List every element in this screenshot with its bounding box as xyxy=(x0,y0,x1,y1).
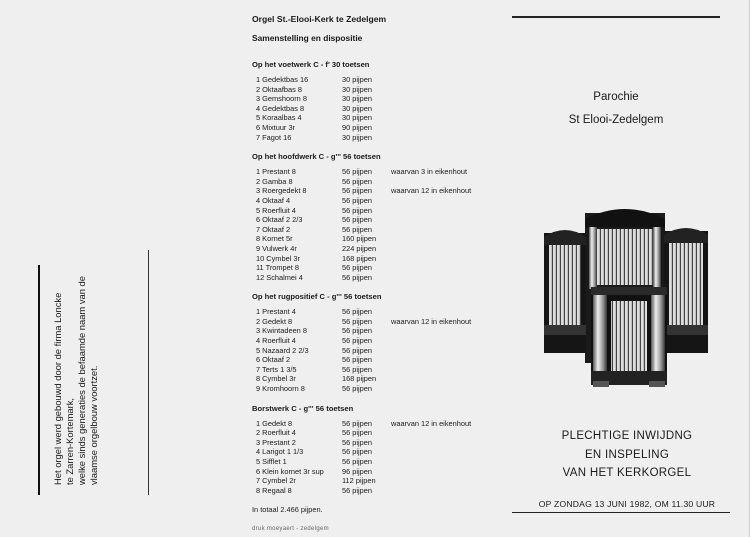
pipe-count: 56 pijpen xyxy=(342,485,372,495)
parish-name: St Elooi-Zedelgem xyxy=(568,114,664,126)
division-heading: Op het hoofdwerk C - g''' 56 toetsen xyxy=(252,152,381,162)
pipe-count: 30 pijpen xyxy=(342,84,372,94)
pipe-count: 56 pijpen xyxy=(342,205,372,215)
stop-name: 5 Nazaard 2 2/3 xyxy=(256,345,309,355)
division-heading: Op het rugpositief C - g''' 56 toetsen xyxy=(252,292,382,302)
stop-row xyxy=(252,336,512,346)
stop-name: 4 Roerfluit 4 xyxy=(256,336,296,346)
stop-name: 7 Cymbel 2r xyxy=(256,476,296,486)
pipe-count: 56 pijpen xyxy=(342,457,372,466)
pipe-count: 56 pijpen xyxy=(342,316,372,326)
division xyxy=(252,292,512,393)
ceremony-line: VAN HET KERKORGEL xyxy=(562,467,692,479)
bottom-rule xyxy=(512,512,730,513)
stop-note: waarvan 3 in eikenhout xyxy=(391,167,468,177)
parish-heading xyxy=(512,86,720,132)
printer-credit: druk moeyaert - zedelgem xyxy=(252,526,329,533)
stop-note: waarvan 12 in eikenhout xyxy=(391,316,472,326)
stop-name: 6 Oktaaf 2 xyxy=(256,355,291,365)
builder-note-line: vlaamse orgelbouw voortzet. xyxy=(88,365,99,485)
pipe-count: 56 pijpen xyxy=(342,364,372,374)
stop-name: 4 Larigot 1 1/3 xyxy=(256,447,304,457)
pipe-count: 30 pijpen xyxy=(342,113,372,123)
stop-row xyxy=(252,467,512,477)
stop-row xyxy=(252,384,512,394)
organ-case-illustration xyxy=(541,205,717,390)
stop-name: 7 Terts 1 3/5 xyxy=(256,364,297,374)
stop-name: 1 Prestant 8 xyxy=(256,167,296,177)
pipe-count: 56 pijpen xyxy=(342,186,372,196)
pipe-count: 56 pijpen xyxy=(342,355,372,365)
pipe-count: 56 pijpen xyxy=(342,224,372,234)
division-heading: Op het voetwerk C - f' 30 toetsen xyxy=(252,60,370,69)
pipe-count: 168 pijpen xyxy=(342,253,377,263)
pipe-count: 56 pijpen xyxy=(342,437,372,447)
stop-name: 5 Sifflet 1 xyxy=(256,457,287,466)
pipe-count: 56 pijpen xyxy=(342,447,372,457)
stop-name: 4 Oktaaf 4 xyxy=(256,195,291,205)
stop-row xyxy=(252,428,512,438)
stop-name: 1 Prestant 4 xyxy=(256,307,296,317)
division xyxy=(252,60,512,142)
stop-name: 10 Cymbel 3r xyxy=(256,253,300,263)
stop-row xyxy=(252,196,512,206)
stop-row xyxy=(252,94,512,104)
stop-row xyxy=(252,486,512,496)
stop-name: 3 Roergedekt 8 xyxy=(256,186,307,196)
stop-row xyxy=(252,476,512,486)
stop-row xyxy=(252,113,512,123)
stop-name: 4 Gedektbas 8 xyxy=(256,103,305,113)
pipe-count: 56 pijpen xyxy=(342,428,372,438)
pipe-count: 56 pijpen xyxy=(342,307,372,317)
stop-row xyxy=(252,307,512,317)
stop-name: 8 Kornet 5r xyxy=(256,234,293,244)
event-date: OP ZONDAG 13 JUNI 1982, OM 11.30 UUR xyxy=(538,499,716,509)
stop-row xyxy=(252,244,512,254)
stop-row xyxy=(252,254,512,264)
pipe-count: 56 pijpen xyxy=(342,326,372,336)
pipe-count: 56 pijpen xyxy=(342,272,372,282)
stop-row xyxy=(252,225,512,235)
stop-row xyxy=(252,273,512,283)
spec-subtitle: Samenstelling en dispositie xyxy=(252,33,363,43)
pipe-count: 90 pijpen xyxy=(342,122,372,132)
stop-name: 1 Gedekt 8 xyxy=(256,418,293,428)
stop-row xyxy=(252,75,512,85)
middle-vertical-rule xyxy=(148,250,149,495)
ceremony-heading xyxy=(512,427,742,483)
stop-name: 11 Trompet 8 xyxy=(256,263,299,273)
organ-photo xyxy=(541,205,717,390)
stop-row xyxy=(252,419,512,429)
stop-name: 9 Vulwerk 4r xyxy=(256,243,297,253)
stop-row xyxy=(252,123,512,133)
organ-specification xyxy=(252,14,512,532)
stop-name: 3 Gemshoorn 8 xyxy=(256,94,307,104)
pipe-count: 30 pijpen xyxy=(342,75,372,84)
pipe-count: 30 pijpen xyxy=(342,94,372,104)
stop-row xyxy=(252,133,512,143)
pipe-count: 160 pijpen xyxy=(342,234,377,244)
stop-name: 2 Roerfluit 4 xyxy=(256,428,296,438)
division xyxy=(252,404,512,496)
pipe-count: 56 pijpen xyxy=(342,263,372,273)
pipe-count: 96 pijpen xyxy=(342,466,372,476)
builder-note xyxy=(52,255,100,485)
pipe-count: 56 pijpen xyxy=(342,384,372,394)
stop-row xyxy=(252,234,512,244)
stop-name: 7 Fagot 16 xyxy=(256,132,292,142)
builder-note-line: te Zarren-Kortemark, xyxy=(64,397,75,485)
stop-name: 1 Gedektbas 16 xyxy=(256,75,309,84)
stop-name: 2 Gedekt 8 xyxy=(256,316,293,326)
stop-row xyxy=(252,317,512,327)
division-list xyxy=(252,60,512,495)
stop-row xyxy=(252,104,512,114)
pipe-count: 56 pijpen xyxy=(342,418,372,428)
stop-row xyxy=(252,374,512,384)
stop-name: 7 Oktaaf 2 xyxy=(256,224,291,234)
stop-name: 6 Klein kornet 3r sup xyxy=(256,466,324,476)
pipe-count: 56 pijpen xyxy=(342,195,372,205)
stop-name: 12 Schalmei 4 xyxy=(256,272,303,282)
left-vertical-rule xyxy=(38,265,40,495)
stop-name: 8 Regaal 8 xyxy=(256,485,292,495)
stop-name: 6 Oktaaf 2 2/3 xyxy=(256,215,303,225)
pipe-count: 56 pijpen xyxy=(342,176,372,186)
parish-line: Parochie xyxy=(593,91,639,103)
pipe-count: 56 pijpen xyxy=(342,336,372,346)
pipe-count: 56 pijpen xyxy=(342,345,372,355)
stop-row xyxy=(252,206,512,216)
ceremony-line: PLECHTIGE INWIJDNG xyxy=(561,430,693,442)
division xyxy=(252,152,512,282)
stop-row xyxy=(252,438,512,448)
pipe-count: 112 pijpen xyxy=(342,476,376,486)
stop-row xyxy=(252,263,512,273)
stop-row xyxy=(252,457,512,467)
stop-name: 6 Mixtuur 3r xyxy=(256,122,296,132)
stop-name: 5 Roerfluit 4 xyxy=(256,205,296,215)
stop-name: 2 Gamba 8 xyxy=(256,176,293,186)
stop-row xyxy=(252,326,512,336)
stop-row xyxy=(252,167,512,177)
total-pipes: In totaal 2.466 pijpen. xyxy=(252,505,323,515)
stop-name: 2 Oktaafbas 8 xyxy=(256,84,303,94)
pipe-count: 168 pijpen xyxy=(342,374,377,384)
stop-row xyxy=(252,215,512,225)
stop-row xyxy=(252,447,512,457)
pipe-count: 30 pijpen xyxy=(342,103,372,113)
builder-note-line: Het orgel werd gebouwd door de firma Loncke xyxy=(52,292,63,485)
stop-row xyxy=(252,346,512,356)
stop-note: waarvan 12 in eikenhout xyxy=(391,418,472,428)
builder-note-line: welke sinds generaties de befaamde naam van de xyxy=(76,276,87,485)
stop-name: 3 Kwintadeen 8 xyxy=(256,326,307,336)
stop-name: 9 Kromhoorn 8 xyxy=(256,384,305,394)
pipe-count: 56 pijpen xyxy=(342,167,372,177)
stop-row xyxy=(252,85,512,95)
stop-row xyxy=(252,365,512,375)
pipe-count: 224 pijpen xyxy=(342,243,377,253)
stop-row xyxy=(252,186,512,196)
stop-row xyxy=(252,355,512,365)
pipe-count: 56 pijpen xyxy=(342,215,372,225)
ceremony-line: EN INSPELING xyxy=(584,448,670,461)
top-rule xyxy=(512,16,720,18)
stop-name: 5 Koraalbas 4 xyxy=(256,113,302,123)
division-heading: Borstwerk C - g''' 56 toetsen xyxy=(252,403,354,413)
stop-name: 8 Cymbel 3r xyxy=(256,374,296,384)
stop-name: 3 Prestant 2 xyxy=(256,437,296,447)
pipe-count: 30 pijpen xyxy=(342,132,372,142)
spec-title: Orgel St.-Elooi-Kerk te Zedelgem xyxy=(252,14,387,24)
stop-row xyxy=(252,177,512,187)
stop-note: waarvan 12 in eikenhout xyxy=(391,186,472,196)
